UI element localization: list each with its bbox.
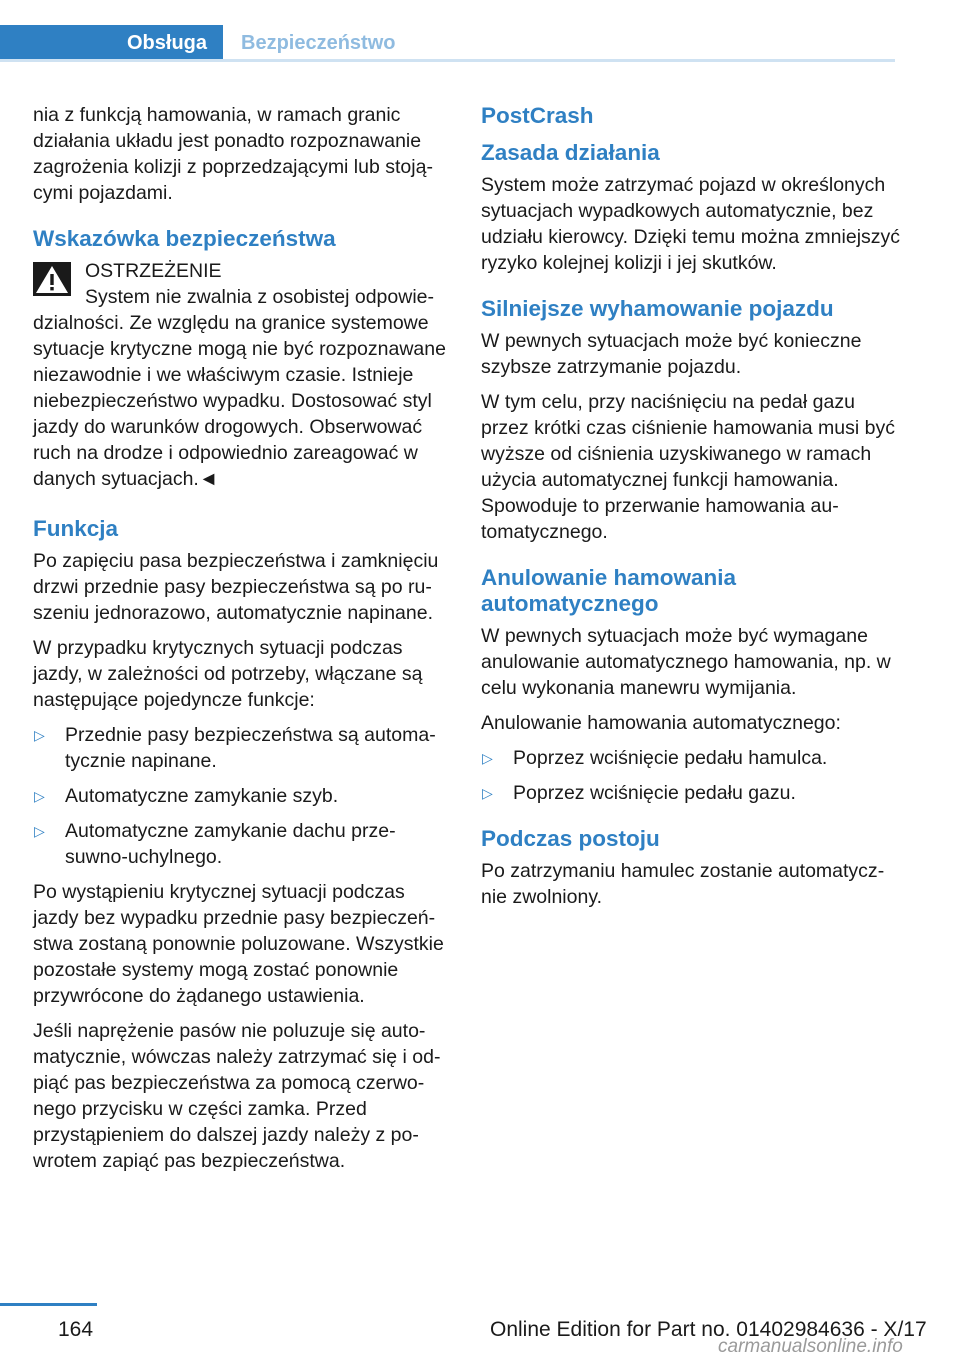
triangle-bullet-icon: ▷	[34, 788, 45, 804]
list-item	[481, 745, 901, 771]
function-list	[33, 722, 448, 870]
braking-paragraph-2: W tym celu, przy naciśnięciu na pedał gazu przez krótki czas ciśnienie hamowania musi być wyższe od ciśnienia uzyskiwanego w ramach użycia automatycznej funkcji hamowania. Spowoduje to przerwanie hamowania automatycznego.	[481, 391, 895, 543]
function-paragraph-1: Po zapięciu pasa bezpieczeństwa i zamknięciu drzwi przednie pasy bezpieczeństwa są po ruszeniu jednorazowo, automatycznie napinane.	[33, 550, 439, 624]
principle-paragraph: System może zatrzymać pojazd w określonych sytuacjach wypadkowych automatycznie, bez udziału kierowcy. Dzięki temu można zmniejszyć ryzyko kolejnej kolizji i jej skutków.	[481, 174, 901, 274]
triangle-bullet-icon: ▷	[482, 785, 493, 801]
cancel-list	[481, 745, 901, 806]
function-paragraph-2: W przypadku krytycznych sytuacji podczas jazdy, w zależności od potrzeby, włączane są następujące pojedyncze funkcje:	[33, 637, 423, 711]
list-item-text: Automatyczne zamykanie dachu przesuwno-uchylnego.	[65, 820, 396, 868]
cancel-heading: Anulowanie hamowania automatycznego	[481, 565, 737, 616]
standstill-paragraph: Po zatrzymaniu hamulec zostanie automatycznie zwolniony.	[481, 860, 885, 908]
warning-triangle-icon	[33, 262, 71, 296]
tab-bezpieczenstwo[interactable]: Bezpieczeństwo	[241, 31, 396, 54]
section-title: PostCrash	[481, 103, 594, 128]
triangle-bullet-icon: ▷	[482, 750, 493, 766]
cancel-paragraph-2: Anulowanie hamowania automatycznego:	[481, 712, 841, 734]
triangle-bullet-icon: ▷	[34, 823, 45, 839]
list-item	[33, 818, 448, 870]
list-item	[33, 783, 448, 809]
standstill-heading: Podczas postoju	[481, 826, 660, 851]
braking-heading: Silniejsze wyhamowanie pojazdu	[481, 296, 834, 321]
function-paragraph-3: Po wystąpieniu krytycznej sytuacji podczas jazdy bez wypadku przednie pasy bezpieczeństwa zostaną ponownie poluzowane. Wszystkie pozostałe systemy mogą zostać ponownie przywrócone do żądanego ustawienia.	[33, 881, 444, 1007]
warning-text-first: System nie zwalnia z osobistej odpowie-	[85, 286, 435, 308]
list-item	[481, 780, 901, 806]
header-rule	[0, 59, 895, 62]
watermark: carmanualsonline.info	[718, 1336, 903, 1357]
left-column	[33, 102, 448, 1183]
tab-obsluga[interactable]: Obsługa	[0, 25, 223, 61]
list-item-text: Poprzez wciśnięcie pedału gazu.	[513, 782, 796, 804]
function-paragraph-4: Jeśli naprężenie pasów nie poluzuje się automatycznie, wówczas należy zatrzymać się i odpiąć pas bezpieczeństwa za pomocą czerwonego przycisku w części zamka. Przed przystąpieniem do dalszej jazdy należy z powrotem zapiąć pas bezpieczeństwa.	[33, 1020, 441, 1172]
warning-title: OSTRZEŻENIE	[85, 260, 222, 282]
right-column	[481, 102, 901, 919]
triangle-bullet-icon: ▷	[34, 727, 45, 743]
braking-paragraph-1: W pewnych sytuacjach może być konieczne szybsze zatrzymanie pojazdu.	[481, 330, 862, 378]
list-item-text: Automatyczne zamykanie szyb.	[65, 785, 339, 807]
list-item	[33, 722, 448, 774]
warning-block	[33, 258, 448, 492]
intro-paragraph: nia z funkcją hamowania, w ramach granic działania układu jest ponadto rozpoznawanie zagrożenia kolizji z poprzedzającymi lub stojącymi pojazdami.	[33, 104, 433, 204]
page-number: 164	[58, 1318, 94, 1341]
list-item-text: Przednie pasy bezpieczeństwa są automatycznie napinane.	[65, 724, 436, 772]
page-header	[0, 25, 895, 63]
list-item-text: Poprzez wciśnięcie pedału hamulca.	[513, 747, 828, 769]
function-heading: Funkcja	[33, 516, 119, 541]
cancel-paragraph-1: W pewnych sytuacjach może być wymagane anulowanie automatycznego hamowania, np. w celu wykonania manewru wymijania.	[481, 625, 891, 699]
footer-rule	[0, 1303, 97, 1306]
principle-heading: Zasada działania	[481, 140, 660, 165]
edition-text: Online Edition for Part no. 01402984636 - X/17	[490, 1318, 927, 1341]
safety-heading: Wskazówka bezpieczeństwa	[33, 226, 336, 251]
warning-text: dzialności. Ze względu na granice systemowe sytuacje krytyczne mogą nie być rozpoznawane niezawodnie i we właściwym czasie. Istnieje niebezpieczeństwo wypadku. Dostosować styl jazdy do warunków drogowych. Obserwować ruch na drodze i odpowiednio zareagować w danych sytuacjach.◄	[33, 312, 446, 490]
